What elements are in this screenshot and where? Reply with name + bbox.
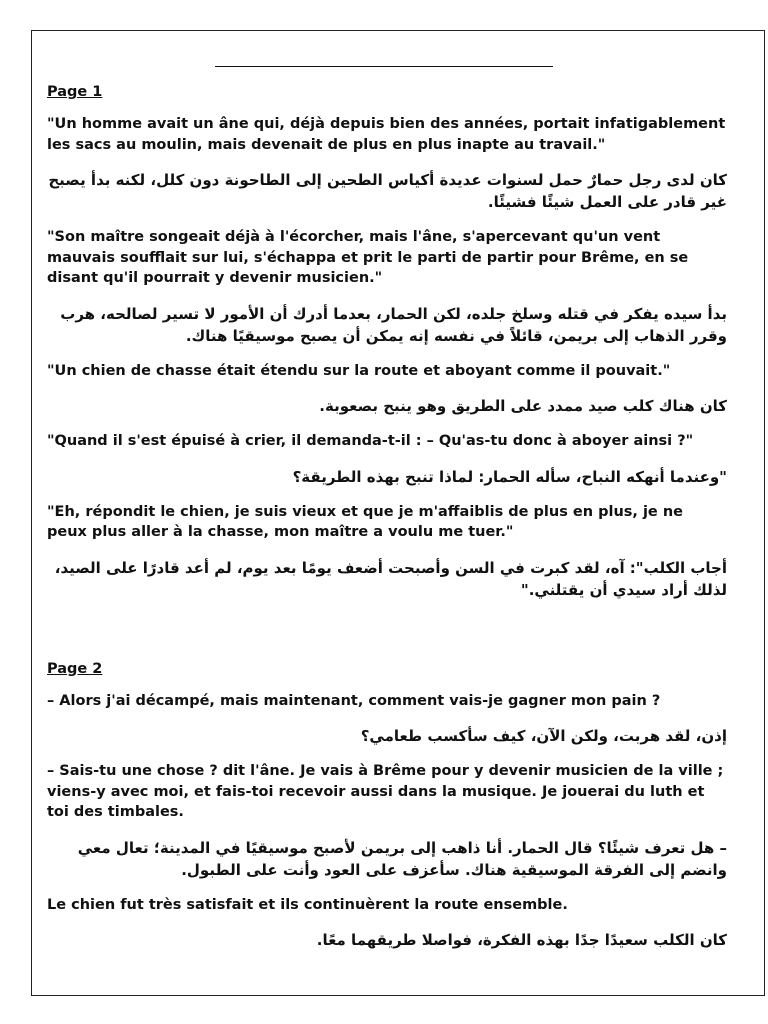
page1-paragraph-fr: "Un homme avait un âne qui, déjà depuis bien des années, portait infatigablement les sacs au moulin, mais devenait de plus en plus inapte au travail." (47, 116, 726, 153)
page1-paragraph-fr: "Un chien de chasse était étendu sur la route et aboyant comme il pouvait." (47, 362, 671, 379)
page1-heading: Page 1 (47, 84, 103, 100)
page1-paragraph-ar: كان لدى رجل حمارٌ حمل لسنوات عديدة أكياس الطحين إلى الطاحونة دون كلل، لكنه بدأ يصبح غير قادر على العمل شيئًا فشيئًا. (48, 171, 727, 211)
page2-paragraph-ar: – هل تعرف شيئًا؟ قال الحمار. أنا ذاهب إلى بريمن لأصبح موسيقيًا في المدينة؛ تعال معي وانضم إلى الفرقة الموسيقية هناك. سأعزف على العود وأنت على الطبول. (77, 838, 727, 879)
page1-paragraph-ar: كان هناك كلب صيد ممدد على الطريق وهو ينبح بصعوبة. (319, 397, 727, 415)
page2-paragraph-ar: كان الكلب سعيدًا جدًا بهذه الفكرة، فواصلا طريقهما معًا. (316, 931, 727, 949)
page1-paragraph-fr: "Eh, répondit le chien, je suis vieux et que je m'affaiblis de plus en plus, je ne peux plus aller à la chasse, mon maître a voulu me tuer." (47, 503, 683, 540)
page1-paragraph-ar: "وعندما أنهكه النباح، سأله الحمار: لماذا تنبح بهذه الطريقة؟ (292, 467, 727, 486)
document-body (47, 80, 727, 951)
page2-paragraph-fr: – Sais-tu une chose ? dit l'âne. Je vais à Brême pour y devenir musicien de la ville ; viens-y avec moi, et fais-toi recevoir aussi dans la musique. Je jouerai du luth et toi des timbales. (47, 763, 724, 820)
page1-paragraph-ar: بدأ سيده يفكر في قتله وسلخ جلده، لكن الحمار، بعدما أدرك أن الأمور لا تسير لصالحه، هرب وقرر الذهاب إلى بريمن، قائلاً في نفسه إنه يمكن أن يصبح موسيقيًا هناك. (60, 304, 727, 345)
page2-paragraph-fr: Le chien fut très satisfait et ils continuèrent la route ensemble. (47, 896, 568, 913)
page1-paragraph-ar: أجاب الكلب": آه، لقد كبرت في السن وأصبحت أضعف يومًا بعد يوم، لم أعد قادرًا على الصيد، لذلك أراد سيدي أن يقتلني." (54, 558, 727, 599)
page1-paragraph-fr: "Quand il s'est épuisé à crier, il demanda-t-il : – Qu'as-tu donc à aboyer ainsi ?" (47, 433, 694, 449)
page1-paragraph-fr: "Son maître songeait déjà à l'écorcher, mais l'âne, s'apercevant qu'un vent mauvais soufflait sur lui, s'échappa et prit le parti de partir pour Brême, en se disant qu'il pourrait y devenir musicien." (47, 229, 689, 286)
page2-heading: Page 2 (47, 660, 103, 677)
title-rule (215, 66, 553, 67)
page2-paragraph-ar: إذن، لقد هربت، ولكن الآن، كيف سأكسب طعامي؟ (360, 727, 727, 745)
page2-paragraph-fr: – Alors j'ai décampé, mais maintenant, comment vais-je gagner mon pain ? (47, 692, 661, 709)
